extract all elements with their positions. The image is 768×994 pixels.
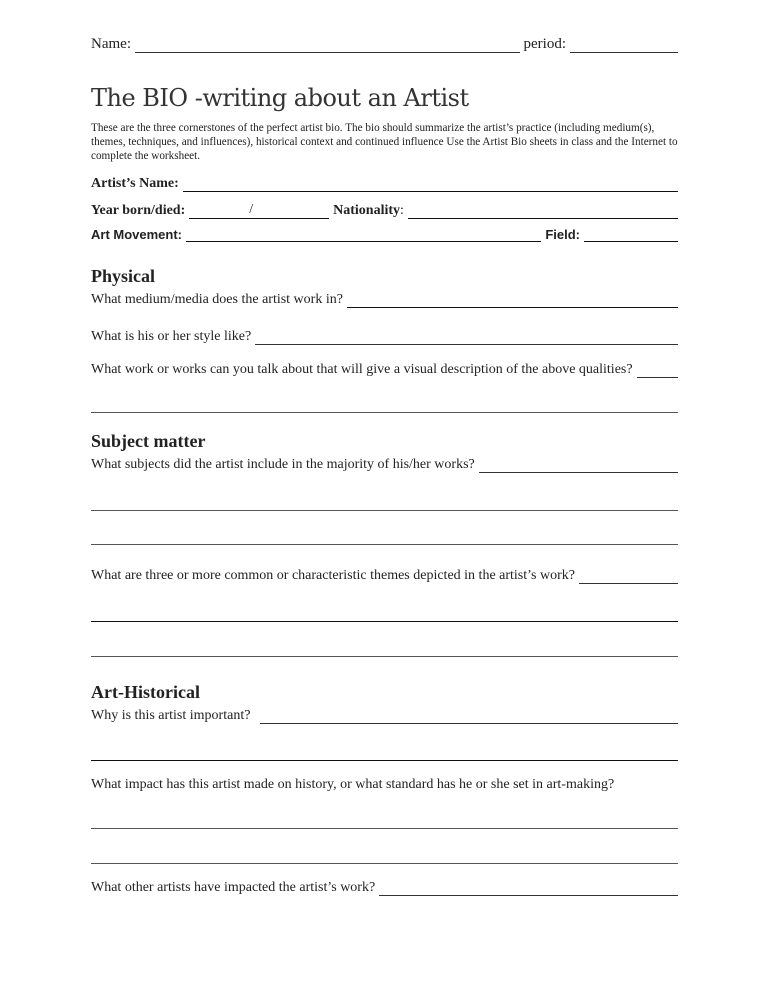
name-field[interactable] (135, 38, 520, 53)
artist-name-label: Artist’s Name: (91, 176, 179, 191)
question-row (91, 362, 678, 378)
year-born-field[interactable] (189, 204, 249, 219)
question-row (91, 708, 678, 724)
name-row (91, 36, 678, 53)
section-heading-subject: Subject matter (91, 431, 206, 451)
question-text: What medium/media does the artist work in? (91, 292, 343, 307)
answer-field[interactable] (637, 363, 678, 378)
question-text: Why is this artist important? (91, 708, 251, 723)
question-row (91, 777, 678, 793)
name-label: Name: (91, 36, 131, 52)
nationality-colon: : (400, 203, 404, 218)
question-text: What work or works can you talk about that will give a visual description of the above qualities? (91, 362, 633, 377)
section-heading-historical: Art-Historical (91, 682, 200, 702)
period-label: period: (523, 36, 566, 52)
answer-line[interactable] (91, 510, 678, 511)
field-label: Field: (545, 227, 580, 242)
question-text: What other artists have impacted the artist’s work? (91, 880, 376, 895)
question-text: What are three or more common or characteristic themes depicted in the artist’s work? (91, 568, 575, 583)
answer-field[interactable] (255, 330, 678, 345)
question-row (91, 568, 678, 584)
answer-field[interactable] (260, 709, 678, 724)
answer-line[interactable] (91, 412, 678, 413)
artist-name-field[interactable] (183, 177, 678, 192)
question-row (91, 457, 678, 473)
page-title: The BIO -writing about an Artist (91, 84, 469, 112)
question-row (91, 329, 678, 345)
field-field[interactable] (584, 227, 678, 242)
movement-field[interactable] (186, 227, 541, 242)
year-slash: / (249, 202, 254, 217)
question-text: What subjects did the artist include in the majority of his/her works? (91, 457, 475, 472)
answer-field[interactable] (379, 881, 678, 896)
answer-line[interactable] (91, 760, 678, 761)
movement-row (91, 227, 678, 242)
answer-line[interactable] (91, 621, 678, 622)
question-text: What impact has this artist made on history, or what standard has he or she set in art-making? (91, 777, 615, 792)
movement-label: Art Movement: (91, 227, 183, 242)
question-text: What is his or her style like? (91, 329, 252, 344)
artist-name-row (91, 176, 678, 192)
answer-line[interactable] (91, 544, 678, 545)
answer-field[interactable] (347, 293, 678, 308)
answer-field[interactable] (479, 458, 678, 473)
nationality-label: Nationality (333, 203, 401, 218)
year-died-field[interactable] (253, 204, 329, 219)
question-row (91, 880, 678, 896)
answer-line[interactable] (91, 828, 678, 829)
question-row (91, 292, 678, 308)
nationality-field[interactable] (408, 204, 678, 219)
intro-text: These are the three cornerstones of the perfect artist bio. The bio should summarize the artist’s practice (including medium(s), themes, techniques, and influences), historical context and continued influence Use the Artist Bio sheets in class and the Internet to complete the worksheet. (91, 122, 678, 162)
answer-field[interactable] (579, 569, 678, 584)
period-field[interactable] (570, 38, 678, 53)
year-label: Year born/died: (91, 203, 186, 218)
section-heading-physical: Physical (91, 266, 156, 286)
answer-line[interactable] (91, 656, 678, 657)
year-row (91, 202, 678, 219)
answer-line[interactable] (91, 863, 678, 864)
